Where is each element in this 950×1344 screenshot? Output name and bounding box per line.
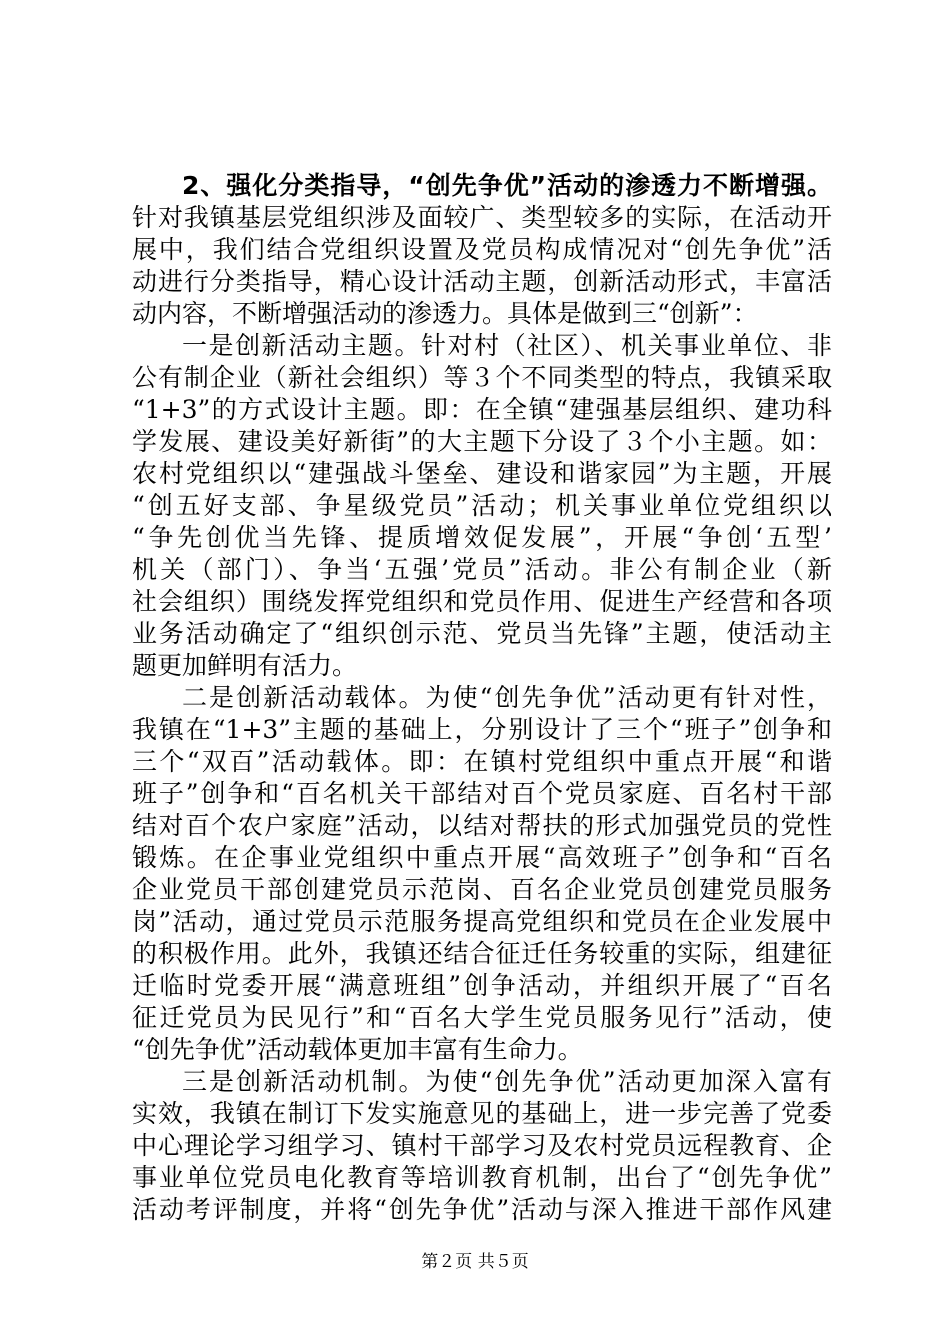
text-line: 农村党组织以“建强战斗堡垒、建设和谐家园”为主题，开展 xyxy=(132,459,832,488)
text-line: 实效，我镇在制订下发实施意见的基础上，进一步完善了党委 xyxy=(132,1099,832,1128)
text-line: 的积极作用。此外，我镇还结合征迁任务较重的实际，组建征 xyxy=(132,939,832,968)
text-line: “创先争优”活动载体更加丰富有生命力。 xyxy=(132,1035,583,1064)
text-line: 公有制企业（新社会组织）等３个不同类型的特点，我镇采取 xyxy=(132,363,832,392)
text-line: 班子”创争和“百名机关干部结对百个党员家庭、百名村干部 xyxy=(132,779,832,808)
text-line: 动进行分类指导，精心设计活动主题，创新活动形式，丰富活 xyxy=(132,267,832,296)
text-line: 活动考评制度，并将“创先争优”活动与深入推进干部作风建 xyxy=(132,1195,832,1224)
text-line: 中心理论学习组学习、镇村干部学习及农村党员远程教育、企 xyxy=(132,1131,832,1160)
text-line: 迁临时党委开展“满意班组”创争活动，并组织开展了“百名 xyxy=(132,971,832,1000)
text-line: 学发展、建设美好新街”的大主题下分设了３个小主题。如： xyxy=(132,427,832,456)
text-line: “1+3”的方式设计主题。即：在全镇“建强基层组织、建功科 xyxy=(132,395,832,424)
text-line: 结对百个农户家庭”活动，以结对帮扶的形式加强党员的党性 xyxy=(132,811,832,840)
text-line: 征迁党员为民见行”和“百名大学生党员服务见行”活动，使 xyxy=(132,1003,832,1032)
text-line: 机关（部门）、争当‘五强’党员”活动。非公有制企业（新 xyxy=(132,555,832,584)
text-line: 我镇在“1+3”主题的基础上，分别设计了三个“班子”创争和 xyxy=(132,715,832,744)
text-line: 岗”活动，通过党员示范服务提高党组织和党员在企业发展中 xyxy=(132,907,832,936)
text-line: 三个“双百”活动载体。即：在镇村党组织中重点开展“和谐 xyxy=(132,747,832,776)
text-line: 社会组织）围绕发挥党组织和党员作用、促进生产经营和各项 xyxy=(132,587,832,616)
text-line: 企业党员干部创建党员示范岗、百名企业党员创建党员服务 xyxy=(132,875,832,904)
text-line: 业务活动确定了“组织创示范、党员当先锋”主题，使活动主 xyxy=(132,619,832,648)
text-line: 锻炼。在企事业党组织中重点开展“高效班子”创争和“百名 xyxy=(132,843,832,872)
text-line: 一是创新活动主题。针对村（社区）、机关事业单位、非 xyxy=(182,331,832,360)
text-line: “争先创优当先锋、提质增效促发展”，开展“争创‘五型’ xyxy=(132,523,832,552)
text-line: 二是创新活动载体。为使“创先争优”活动更有针对性， xyxy=(182,683,832,712)
text-line: 动内容，不断增强活动的渗透力。具体是做到三“创新”： xyxy=(132,299,758,328)
text-line: 展中，我们结合党组织设置及党员构成情况对“创先争优”活 xyxy=(132,235,832,264)
page-number-footer: 第２页 共５页 xyxy=(421,1252,529,1272)
text-line: 事业单位党员电化教育等培训教育机制，出台了“创先争优” xyxy=(132,1163,832,1192)
section-heading: 2、强化分类指导，“创先争优”活动的渗透力不断增强。 xyxy=(182,171,832,200)
text-line: 题更加鲜明有活力。 xyxy=(132,651,358,680)
document-body xyxy=(132,170,832,1226)
text-line: 针对我镇基层党组织涉及面较广、类型较多的实际，在活动开 xyxy=(132,203,832,232)
text-line: 三是创新活动机制。为使“创先争优”活动更加深入富有 xyxy=(182,1067,832,1096)
text-line: “创五好支部、争星级党员”活动；机关事业单位党组织以 xyxy=(132,491,832,520)
